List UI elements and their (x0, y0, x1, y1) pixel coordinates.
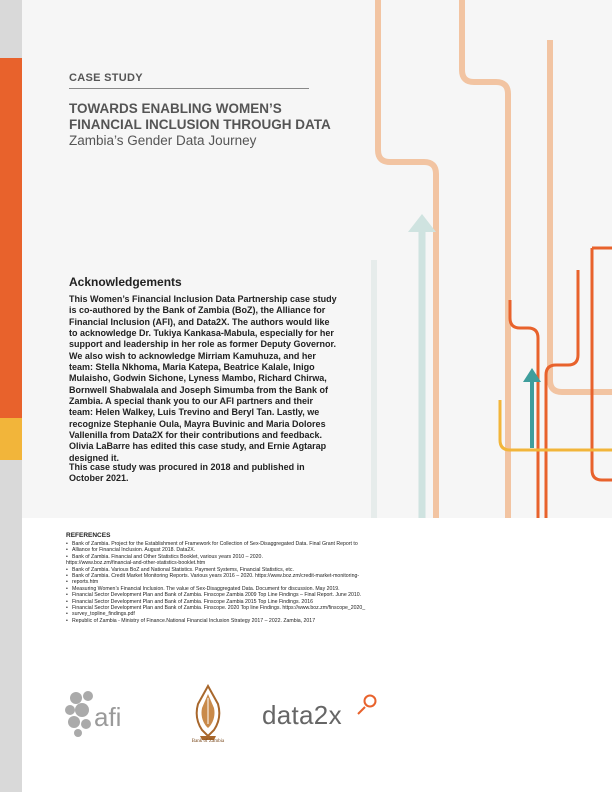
reference-item: • Financial Sector Development Plan and Bank of Zambia. Finscope Zambia 2009 Top Line Findings – Final Report. June 2010. (66, 592, 446, 598)
page-title: TOWARDS ENABLING WOMEN’S FINANCIAL INCLUSION THROUGH DATA (69, 101, 331, 132)
afi-logo (64, 688, 134, 738)
case-study-label: CASE STUDY (69, 72, 143, 84)
reference-item: • Bank of Zambia. Project for the Establishment of Framework for Collection of Sex-Disaggregated Data. Final Grant Report to (66, 541, 446, 547)
reference-item: • Bank of Zambia. Various BoZ and National Statistics. Payment Systems, Financial Statistics, etc. (66, 567, 446, 573)
strip-grey-bottom (0, 460, 22, 792)
acknowledgements-body: This Women’s Financial Inclusion Data Partnership case study is co-authored by the Bank of Zambia (BoZ), the Alliance for Financial Inclusion (AFI), and Data2X. The authors would like to acknowledge Dr. Tukiya Kankasa-Mabula, especially for her support and leadership in her role as former Deputy Governor. We also wish to acknowledge Mirriam Kamuhuza, and her team: Stella Nkhoma, Maria Katepa, Beatrice Kalale, Inigo Mulaisho, Godwin Sichone, Lyness Mambo, Richard Chirwa, Bornwell Shabwalala and Joseph Simumba from the Bank of Zambia. A special thank you to our AFI partners and their team: Helen Walkey, Luis Trevino and Beryl Tan. Lastly, we recognize Stephanie Oula, Mayra Buvinic and Maria Dolores Vallenilla from Data2X for their contributions and feedback. Olivia LaBarre has edited this case study, and Ernie Agtarap designed it. (69, 294, 337, 463)
references-list (66, 541, 446, 624)
reference-item: • Alliance for Financial Inclusion. August 2018. Data2X. (66, 547, 446, 553)
references-section (66, 532, 446, 624)
reference-item: • Republic of Zambia - Ministry of Finance.National Financial Inclusion Strategy 2017 – 2022. Zambia, 2017 (66, 618, 446, 624)
reference-item: • survey_topline_findings.pdf (66, 611, 446, 617)
header-divider (69, 88, 309, 89)
references-heading: REFERENCES (66, 532, 111, 539)
strip-yellow (0, 418, 22, 460)
bank-of-zambia-logo-text: Bank of Zambia (191, 739, 225, 744)
light-teal-arrowhead (408, 214, 436, 232)
reference-item: • Bank of Zambia. Credit Market Monitoring Reports. Various years 2016 – 2020. https://www.boz.zm/credit-market-monitoring- (66, 573, 446, 579)
reference-item: • reports.htm (66, 579, 446, 585)
reference-item: • Bank of Zambia. Financial and Other Statistics Booklet, various years 2010 – 2020. (66, 554, 446, 560)
peach-line-3 (550, 40, 612, 392)
orange-line-4 (592, 248, 612, 480)
yellow-line (500, 400, 612, 450)
acknowledgements-heading: Acknowledgements (69, 275, 182, 289)
data2x-logo (262, 700, 342, 731)
decorative-arrows (360, 0, 612, 518)
strip-grey-top (0, 0, 22, 58)
reference-item: https://www.boz.zm/financial-and-other-statistics-booklet.htm (66, 560, 206, 567)
reference-item: • Financial Sector Development Plan and Bank of Zambia. Finscope Zambia 2015 Top Line Findings. 2016 (66, 599, 446, 605)
page-subtitle: Zambia’s Gender Data Journey (69, 133, 257, 148)
reference-item: • Financial Sector Development Plan and Bank of Zambia. Finscope. 2020 Top line Findings. https://www.boz.zm/finscope_2020_ (66, 605, 446, 611)
color-strip (0, 0, 22, 792)
afi-logo-mark (65, 691, 93, 737)
strip-orange (0, 58, 22, 418)
data2x-logo-mark (356, 694, 378, 716)
peach-line-1 (378, 0, 436, 518)
acknowledgements-note: This case study was procured in 2018 and published in October 2021. (69, 462, 305, 484)
reference-item: • Measuring Women’s Financial Inclusion. The value of Sex-Disaggregated Data. Document for discussion. May 2019. (66, 586, 446, 592)
data2x-logo-text: data2x (262, 700, 342, 730)
afi-logo-text: afi (94, 702, 122, 732)
